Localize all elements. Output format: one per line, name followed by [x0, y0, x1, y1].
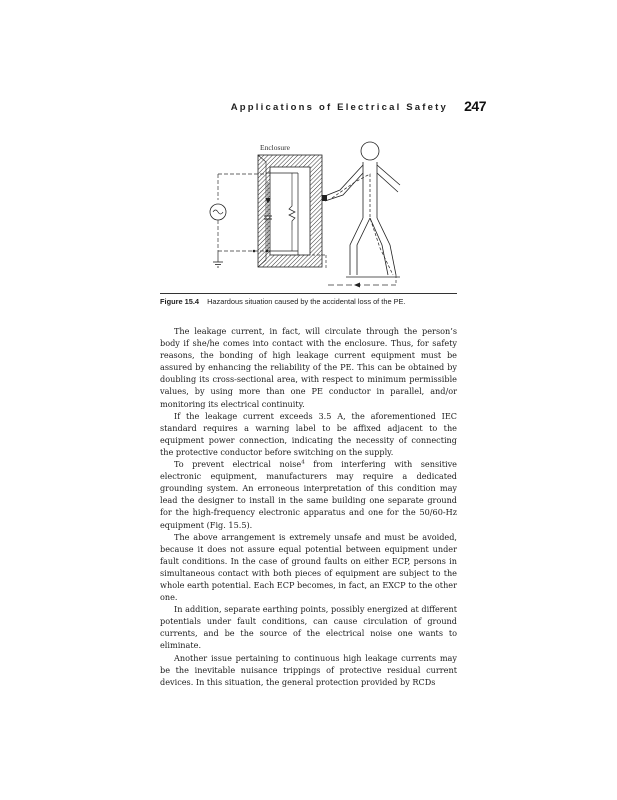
paragraph — [160, 410, 457, 458]
figure-caption — [160, 297, 480, 306]
page-number: 247 — [464, 98, 486, 114]
running-header — [160, 98, 490, 118]
person-figure — [325, 142, 400, 277]
paragraph — [160, 458, 457, 531]
paragraph-text: The leakage current, in fact, will circulate through the person’s body if she/he comes into contact with the enclosure. Thus, for safety reasons, the bonding of high leakage current equipment must be assured by enhancing the reliability of the PE. This can be obtained by doubling its cross-sectional area, with respect to minimum permissible values, by using more than one PE conductor in parallel, and/or monitoring its electrical continuity. — [160, 326, 457, 409]
figure-number: Figure 15.4 — [160, 297, 200, 306]
paragraph — [160, 603, 457, 651]
paragraph — [160, 325, 457, 410]
figure-15-4 — [160, 140, 460, 290]
enclosure-label: Enclosure — [260, 143, 290, 152]
paragraph-text: The above arrangement is extremely unsafe and must be avoided, because it does not assure equal potential between equipment under fault conditions. In the case of ground faults on either ECP, persons in simultaneous contact with both pieces of equipment are subject to the whole earth potential. Each ECP becomes, in fact, an EXCP to the other one. — [160, 531, 457, 603]
running-title: Applications of Electrical Safety — [230, 102, 448, 113]
paragraph — [160, 531, 457, 604]
circuit-diagram — [160, 140, 460, 290]
paragraph-text: If the leakage current exceeds 3.5 A, the aforementioned IEC standard requires a warning label to be affixed adjacent to the equipment power connection, indicating the necessity of connecting the protective conductor before switching on the supply. — [160, 410, 457, 457]
paragraph — [160, 652, 457, 688]
caption-rule — [160, 293, 457, 294]
hand-contact — [322, 195, 327, 201]
paragraph-text: In addition, separate earthing points, possibly energized at different potentials under fault conditions, can cause circulation of ground currents, and be the source of the electrical noise one wants to eliminate. — [160, 604, 457, 651]
paragraph-text: To prevent electrical noise — [174, 459, 302, 470]
paragraph-text: from interfering with sensitive electronic equipment, manufacturers may require a dedicated grounding system. An erroneous interpretation of this condition may lead the designer to install in the same building one separate ground for the high-frequency electronic apparatus and one for the 50/60-Hz equipment (Fig. 15.5). — [160, 459, 457, 530]
figure-caption-text: Hazardous situation caused by the accidental loss of the PE. — [207, 297, 406, 306]
paragraph-text: Another issue pertaining to continuous high leakage currents may be the inevitable nuisance trippings of protective residual current devices. In this situation, the general protection provided by RCDs — [160, 652, 457, 687]
body-text — [160, 325, 457, 688]
footnote-marker: 4 — [301, 459, 305, 466]
